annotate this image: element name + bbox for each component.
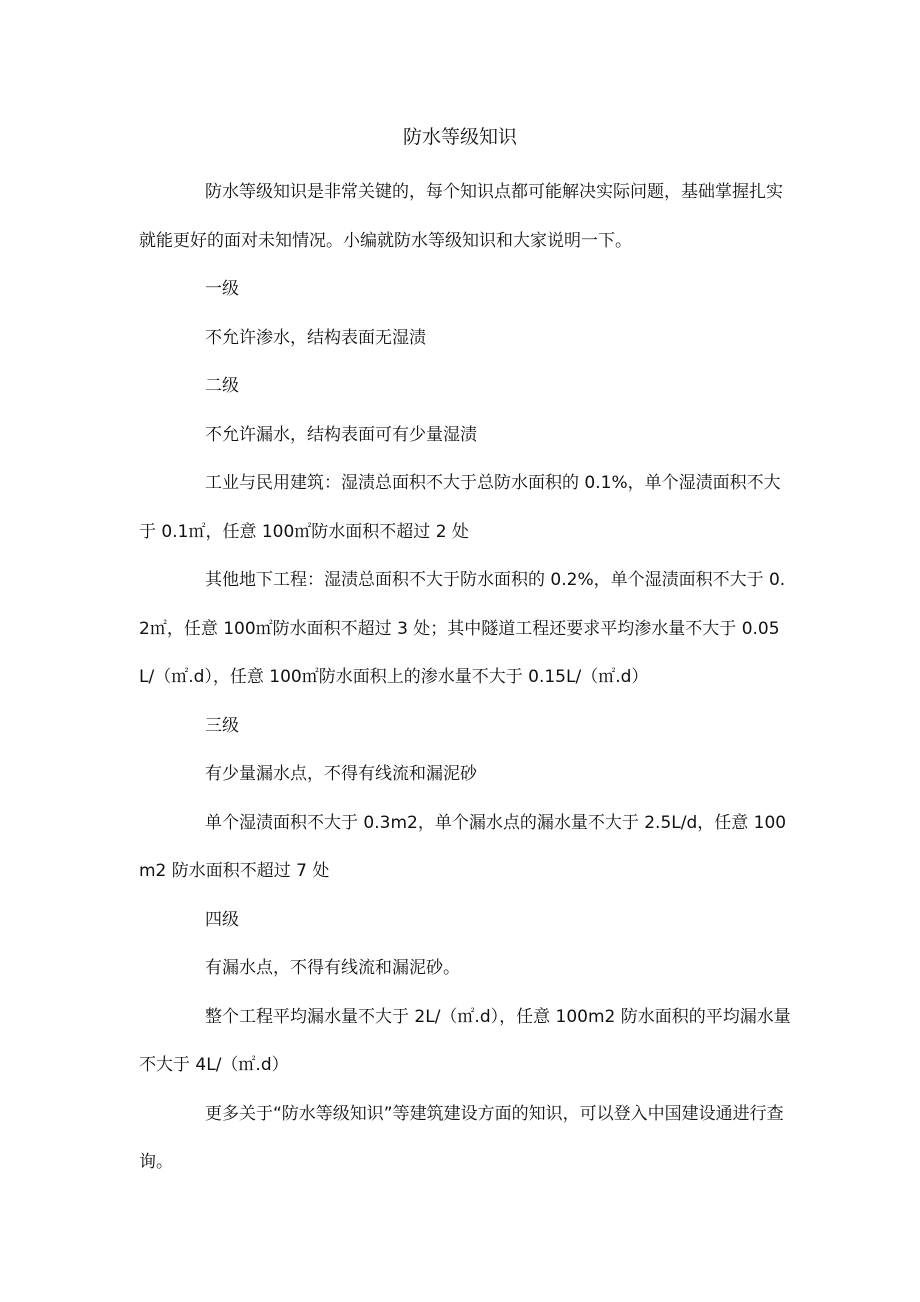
level-2-other-underground: 其他地下工程：湿渍总面积不大于防水面积的 0.2%，单个湿渍面积不大于 0.2㎡，任意 100㎡防水面积不超过 3 处；其中隧道工程还要求平均渗水量不大于 0.05L/（㎡.d），任意 100㎡防水面积上的渗水量不大于 0.15L/（㎡.d）	[139, 570, 786, 687]
closing-paragraph: 更多关于“防水等级知识”等建筑建设方面的知识，可以登入中国建设通进行查询。	[139, 1103, 784, 1172]
page-title: 防水等级知识	[402, 126, 517, 148]
intro-paragraph: 防水等级知识是非常关键的，每个知识点都可能解决实际问题，基础掌握扎实就能更好的面对未知情况。小编就防水等级知识和大家说明一下。	[139, 182, 783, 251]
level-3-detail: 单个湿渍面积不大于 0.3m2，单个漏水点的漏水量不大于 2.5L/d，任意 100m2 防水面积不超过 7 处	[139, 812, 787, 881]
level-2-description: 不允许漏水，结构表面可有少量湿渍	[205, 424, 477, 445]
level-3-description: 有少量漏水点，不得有线流和漏泥砂	[205, 764, 477, 784]
level-4-heading: 四级	[205, 909, 239, 930]
level-4-description: 有漏水点，不得有线流和漏泥砂。	[205, 958, 460, 978]
level-4-detail: 整个工程平均漏水量不大于 2L/（㎡.d），任意 100m2 防水面积的平均漏水量不大于 4L/（㎡.d）	[139, 1006, 791, 1075]
document-body	[139, 168, 793, 1187]
level-1-description: 不允许渗水，结构表面无湿渍	[205, 327, 426, 348]
level-1-heading: 一级	[205, 279, 239, 299]
level-3-heading: 三级	[205, 715, 239, 736]
level-2-industrial-civil: 工业与民用建筑：湿渍总面积不大于总防水面积的 0.1%，单个湿渍面积不大于 0.1㎡，任意 100㎡防水面积不超过 2 处	[139, 473, 781, 542]
level-2-heading: 二级	[205, 376, 239, 396]
